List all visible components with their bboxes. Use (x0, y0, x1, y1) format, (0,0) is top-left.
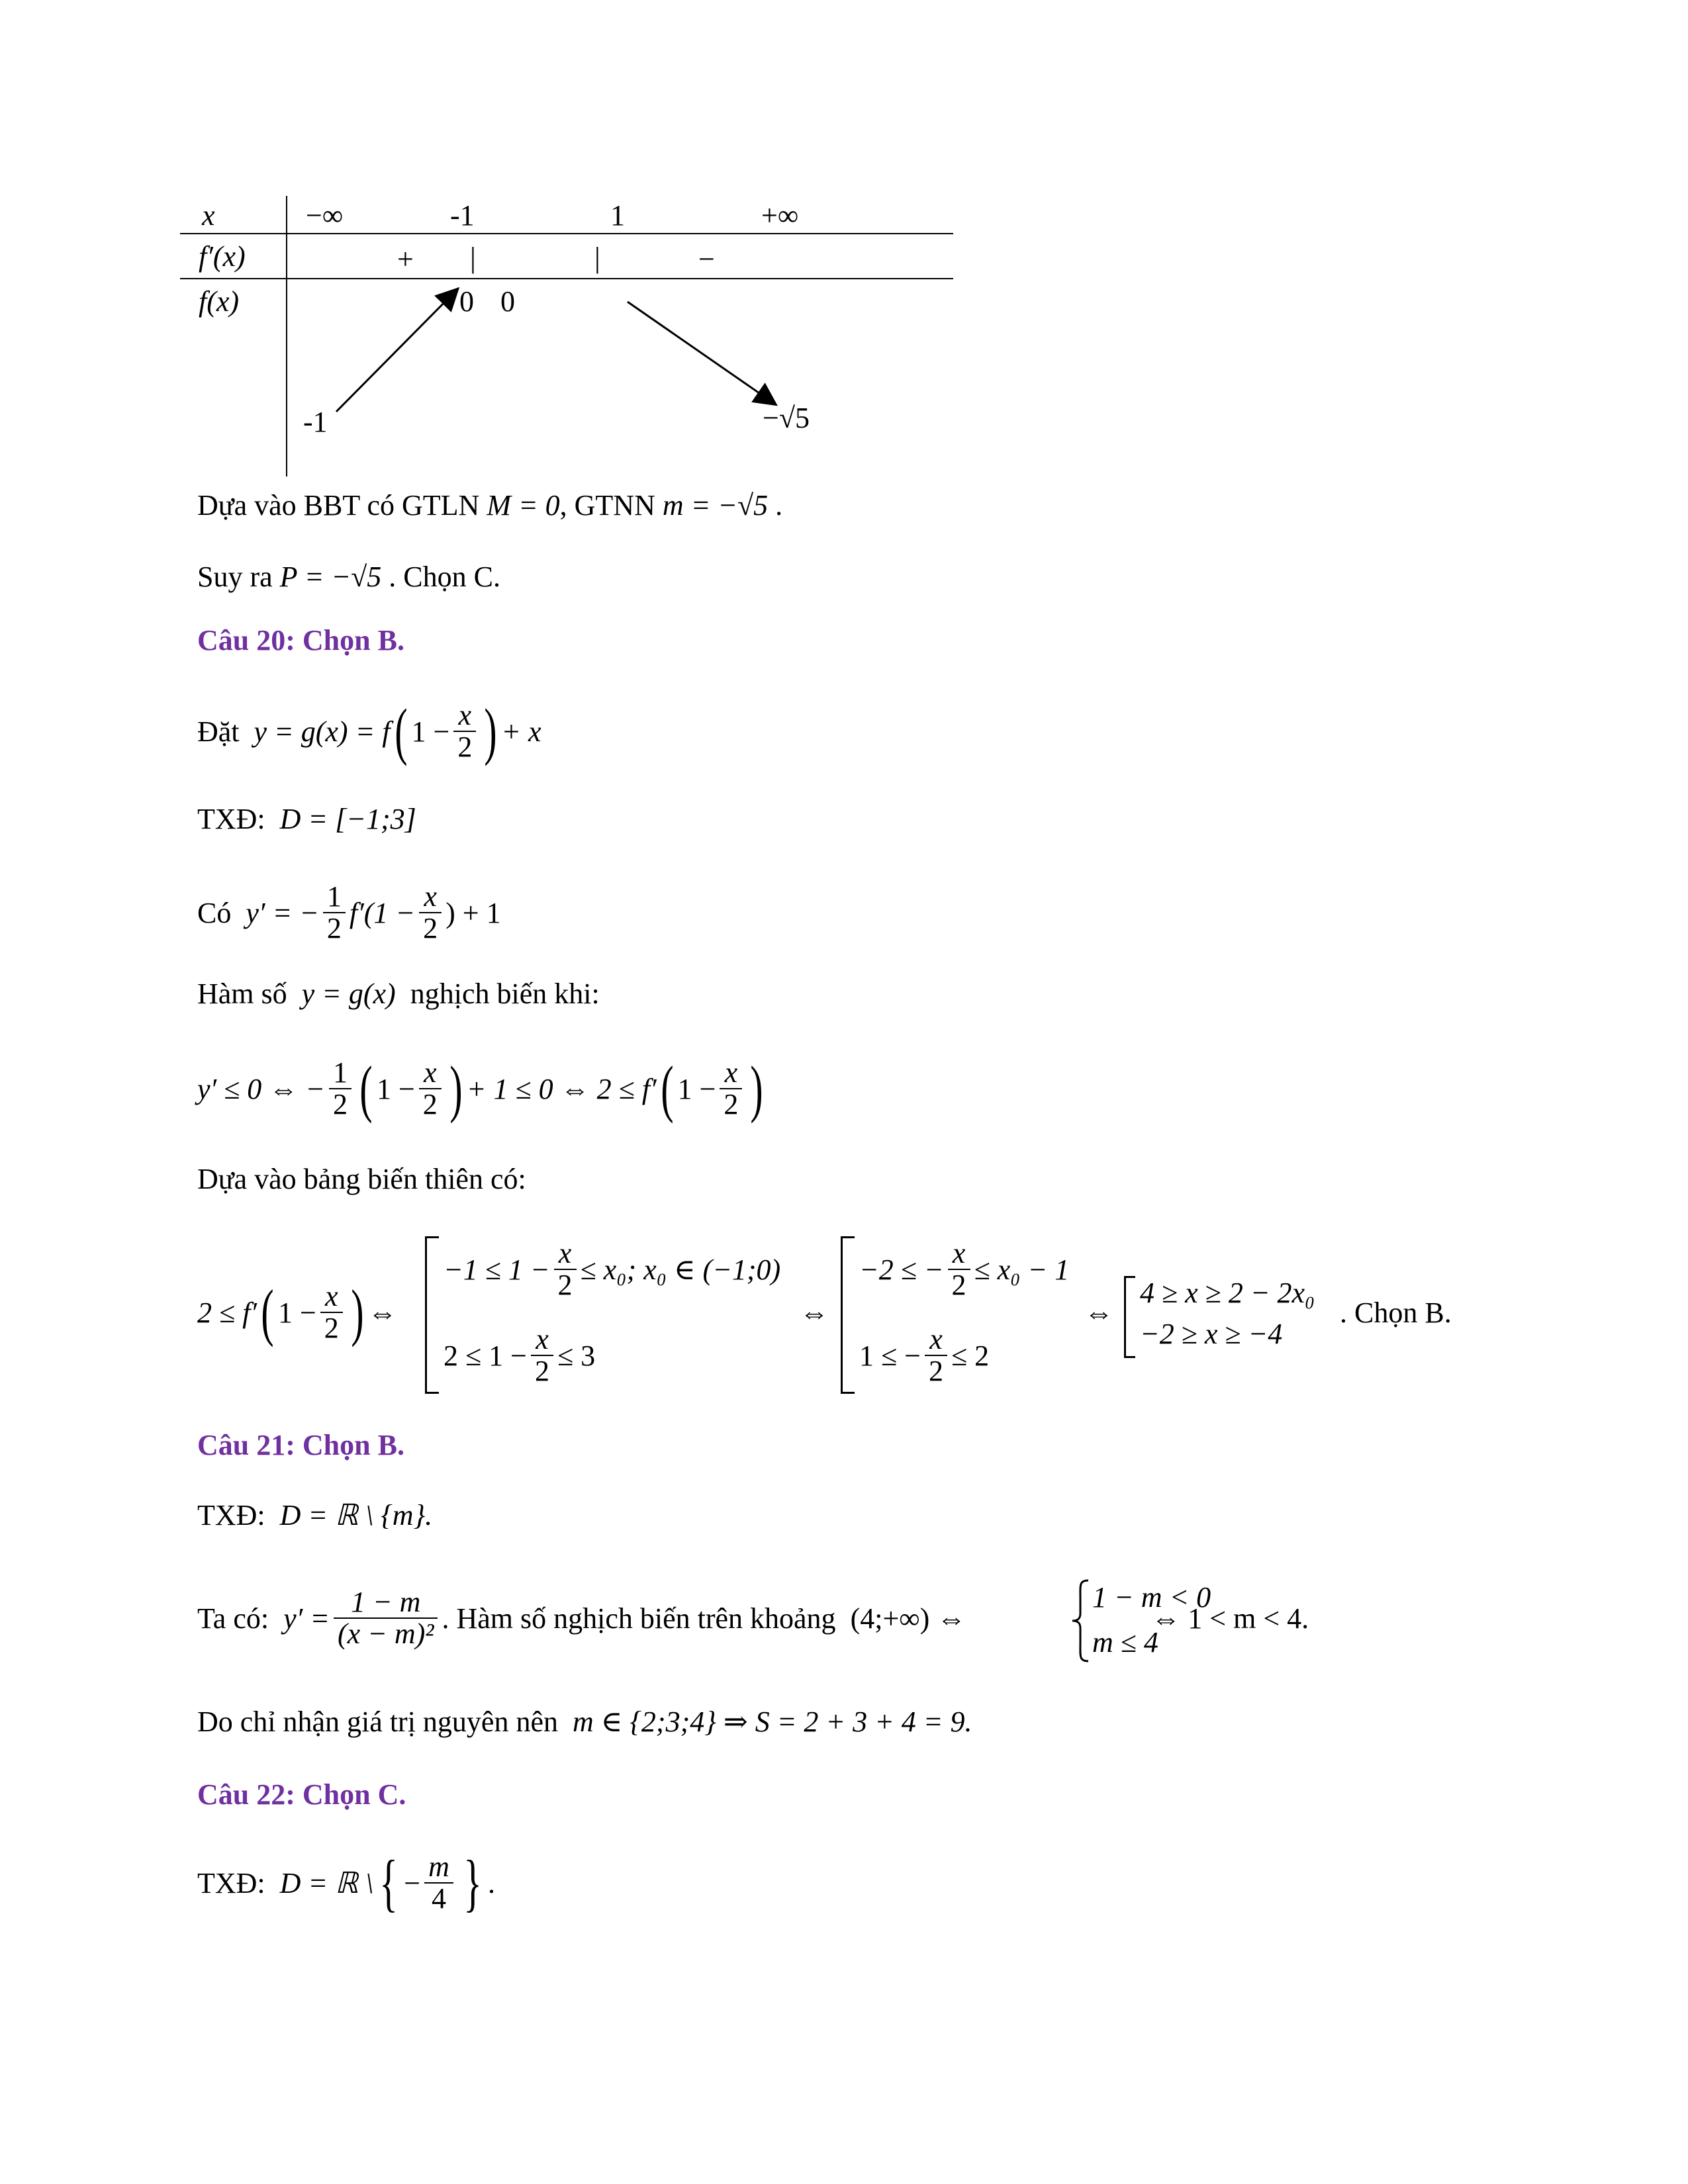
f-end-value: −√5 (763, 402, 810, 434)
bracket-3 (1124, 1276, 1135, 1358)
q20-result-choice: . Chọn B. (1340, 1297, 1452, 1329)
q21-do-line: Do chỉ nhận giá trị nguyên nên m ∈ {2;3;4} ⇒ S = 2 + 3 + 4 = 9. (197, 1706, 972, 1738)
sign-bar-right: | (594, 242, 600, 274)
row-label-x: x (202, 199, 215, 232)
bracket-2 (841, 1236, 855, 1394)
x-value-pos-inf: +∞ (761, 199, 799, 232)
gtln-gtnn-line: Dựa vào BBT có GTLN M = 0, GTNN m = −√5 . (197, 489, 783, 522)
sign-plus: + (397, 243, 414, 275)
q20-heading: Câu 20: Chọn B. (197, 624, 404, 657)
iff-3: ⇔ (1084, 1297, 1113, 1329)
q20-derivation: 2 ≤ f′ ( 1 − $\frac{x}{2}$ ) ⇔ −1 ≤ 1 − $\frac{x}{2}$ ≤ x₀; x₀ ∈ (−1;0) 2 ≤ 1 − $\frac{x}{2}$ ≤ 3 ⇔ −2 ≤ − $\frac{x}{2}$ ≤ x₀ − 1 1 ≤ − $\frac{x}{2}$ ≤ 2 ⇔ 4 ≥ x ≥ 2 − 2x₀ −2 ≥ x ≥ −4 . Chọn B. (197, 1230, 1521, 1402)
q22-heading: Câu 22: Chọn C. (197, 1778, 406, 1811)
sign-bar-left: | (470, 242, 476, 274)
iff-2: ⇔ (800, 1297, 829, 1329)
conclusion-line: Suy ra P = −√5 . Chọn C. (197, 561, 500, 593)
q20-txd-line: TXĐ: D = [−1;3] (197, 803, 416, 835)
variation-arrows (0, 0, 993, 477)
f-max-left: 0 (459, 285, 474, 318)
q21-heading: Câu 21: Chọn B. (197, 1429, 404, 1461)
q21-system-brace (1071, 1579, 1091, 1662)
q20-dva-line: Dựa vào bảng biến thiên có: (197, 1163, 526, 1195)
f-max-right: 0 (500, 285, 515, 318)
q22-txd-line: TXĐ: D = ℝ \ { − $\frac{m}{4}$ } . (197, 1847, 495, 1918)
x-value-neg-inf: −∞ (306, 199, 344, 232)
q21-system-row-1: 1 − m < 0 (1092, 1581, 1211, 1614)
decreasing-arrow (628, 302, 774, 404)
row-label-fprime: f′(x) (199, 240, 246, 273)
q21-system-row-2: m ≤ 4 (1092, 1626, 1158, 1659)
q20-dat-line: Đặt y = g(x) = f ( 1 − $\frac{x}{2}$ ) + x (197, 696, 541, 766)
f-start-value: -1 (303, 406, 328, 438)
q21-txd-line: TXĐ: D = ℝ \ {m}. (197, 1499, 433, 1531)
bracket-1 (425, 1236, 439, 1394)
q21-taco-line: Ta có: y′ = $\frac{1 - m}{\text{(x − m)²}}$ . Hàm số nghịch biến trên khoảng (4;+∞) ⇔ ⇔ 1 < m < 4. (197, 1585, 1309, 1650)
sign-minus: − (698, 243, 715, 275)
increasing-arrow (336, 290, 457, 412)
q20-hamso-line: Hàm số y = g(x) nghịch biến khi: (197, 978, 600, 1010)
x-value-neg1: -1 (450, 199, 475, 232)
row-label-f: f(x) (199, 285, 240, 318)
x-value-1: 1 (610, 199, 625, 232)
q20-inequality-line: y′ ≤ 0 ⇔ − $\frac{1}{2}$ ( 1 − $\frac{x}{2}$ ) + 1 ≤ 0 ⇔ 2 ≤ f′ ( 1 − $\frac{x}{2}$ ) (197, 1053, 763, 1124)
q20-derivative-line: Có y′ = − $\frac{1}{2}$ f′(1 − $\frac{x}{2}$ ) + 1 (197, 880, 501, 944)
